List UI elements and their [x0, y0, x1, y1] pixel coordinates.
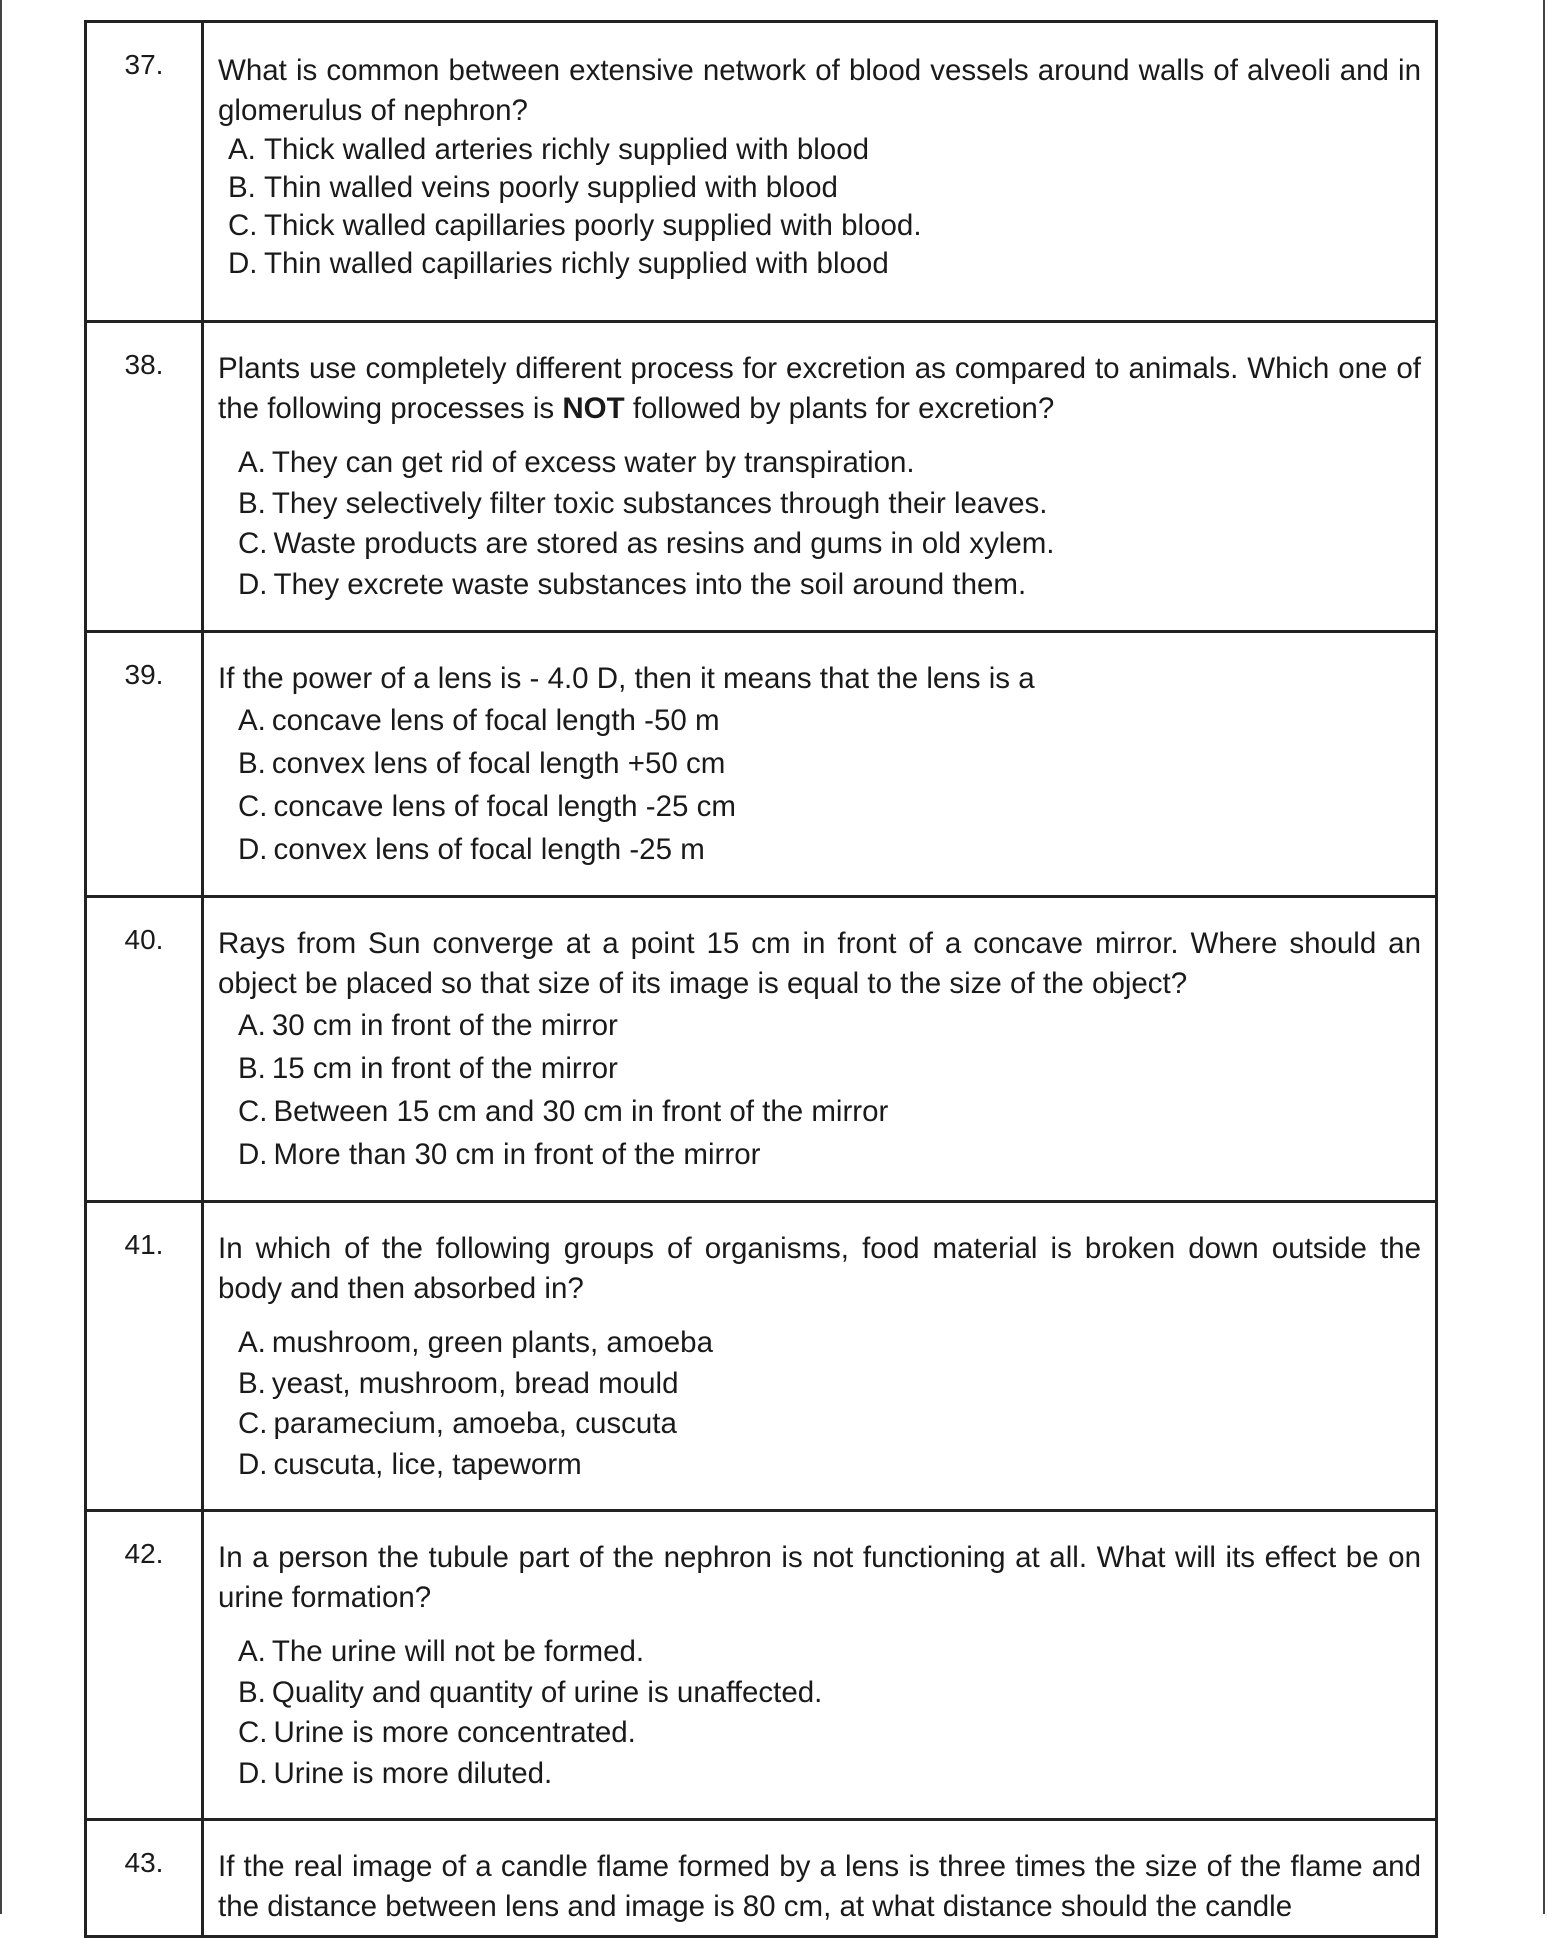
- option-d[interactable]: D. They excrete waste substances into the soil around them.: [238, 567, 1027, 601]
- option-c[interactable]: C. Between 15 cm and 30 cm in front of the mirror: [238, 1095, 889, 1128]
- option-b[interactable]: B. convex lens of focal length +50 cm: [238, 747, 726, 780]
- question-number: 37.: [124, 49, 164, 80]
- question-text: If the real image of a candle flame formed by a lens is three times the size of the flame and the distance between lens and image is 80 cm, at what distance should the candle: [218, 1850, 1421, 1923]
- question-row-42: [86, 1511, 1437, 1820]
- option-b[interactable]: B. Quality and quantity of urine is unaffected.: [238, 1675, 823, 1709]
- question-row-40: [86, 897, 1437, 1202]
- question-number: 42.: [124, 1538, 164, 1569]
- option-c[interactable]: C. Waste products are stored as resins and gums in old xylem.: [238, 527, 1055, 560]
- option-d[interactable]: D. Urine is more diluted.: [238, 1756, 553, 1790]
- question-row-41: [86, 1202, 1437, 1511]
- question-text: Plants use completely different process for excretion as compared to animals. Which one of the following processes is NOT followed by plants for excretion?: [218, 352, 1421, 425]
- question-number: 41.: [124, 1229, 164, 1260]
- option-a[interactable]: A. The urine will not be formed.: [238, 1635, 645, 1668]
- question-text: Rays from Sun converge at a point 15 cm in front of a concave mirror. Where should an object be placed so that size of its image is equal to the size of the object?: [218, 927, 1421, 1000]
- question-row-43: [86, 1820, 1437, 1937]
- option-c[interactable]: C. Thick walled capillaries poorly supplied with blood.: [228, 209, 922, 242]
- option-a[interactable]: A. Thick walled arteries richly supplied with blood: [228, 133, 870, 166]
- option-a[interactable]: A. concave lens of focal length -50 m: [238, 704, 720, 737]
- question-text: In which of the following groups of organisms, food material is broken down outside the body and then absorbed in?: [218, 1232, 1421, 1305]
- question-row-38: [86, 322, 1437, 632]
- option-d[interactable]: D. More than 30 cm in front of the mirror: [238, 1138, 761, 1171]
- option-c[interactable]: C. concave lens of focal length -25 cm: [238, 790, 736, 823]
- question-row-37: [86, 22, 1437, 322]
- question-number: 43.: [124, 1847, 164, 1878]
- option-a[interactable]: A. mushroom, green plants, amoeba: [238, 1326, 713, 1359]
- option-d[interactable]: D. cuscuta, lice, tapeworm: [238, 1447, 582, 1481]
- option-b[interactable]: B. They selectively filter toxic substances through their leaves.: [238, 486, 1048, 520]
- question-text: What is common between extensive network of blood vessels around walls of alveoli and in glomerulus of nephron?: [218, 54, 1421, 127]
- option-a[interactable]: A. 30 cm in front of the mirror: [238, 1009, 618, 1042]
- option-b[interactable]: B. 15 cm in front of the mirror: [238, 1052, 618, 1085]
- question-number: 39.: [124, 659, 164, 690]
- option-d[interactable]: D. Thin walled capillaries richly supplied with blood: [228, 247, 889, 280]
- option-d[interactable]: D. convex lens of focal length -25 m: [238, 833, 705, 866]
- question-row-39: [86, 632, 1437, 897]
- question-text: In a person the tubule part of the nephron is not functioning at all. What will its effect be on urine formation?: [218, 1541, 1421, 1614]
- question-table: [84, 20, 1438, 1938]
- option-a[interactable]: A. They can get rid of excess water by transpiration.: [238, 446, 915, 479]
- question-number: 40.: [124, 924, 164, 955]
- option-b[interactable]: B. Thin walled veins poorly supplied with blood: [228, 171, 838, 204]
- option-c[interactable]: C. Urine is more concentrated.: [238, 1716, 636, 1749]
- option-b[interactable]: B. yeast, mushroom, bread mould: [238, 1366, 679, 1400]
- option-c[interactable]: C. paramecium, amoeba, cuscuta: [238, 1407, 677, 1440]
- question-text: If the power of a lens is - 4.0 D, then it means that the lens is a: [218, 662, 1035, 695]
- question-number: 38.: [124, 349, 164, 380]
